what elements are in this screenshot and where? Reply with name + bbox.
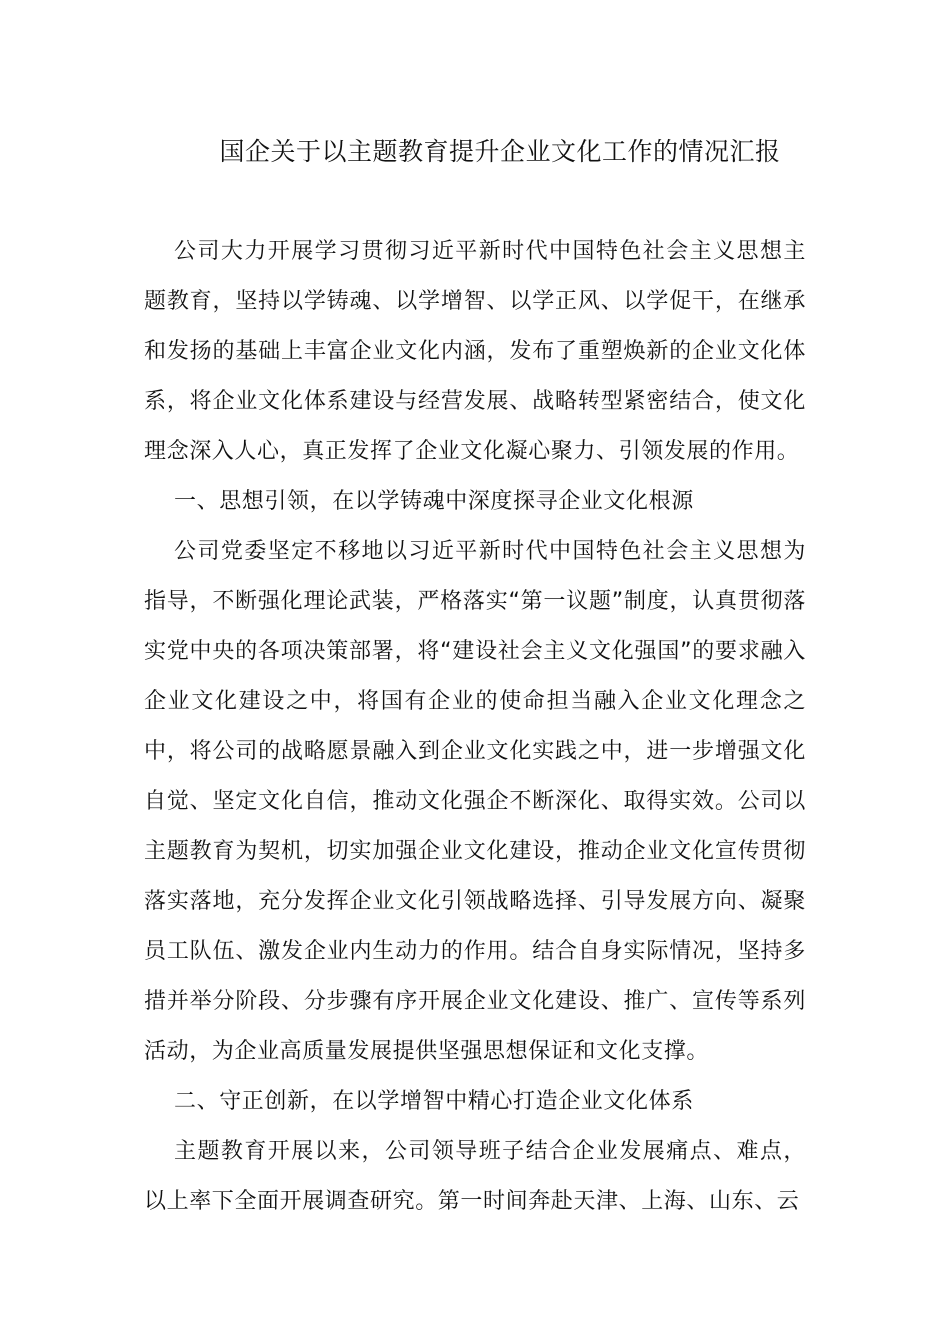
section-heading-1: 一、思想引领，在以学铸魂中深度探寻企业文化根源 [174, 489, 694, 514]
section-2-paragraph: 主题教育开展以来，公司领导班子结合企业发展痛点、难点，以上率下全面开展调查研究。第一时间奔赴天津、上海、山东、云 [144, 1139, 806, 1214]
intro-paragraph: 公司大力开展学习贯彻习近平新时代中国特色社会主义思想主题教育，坚持以学铸魂、以学增智、以学正风、以学促干，在继承和发扬的基础上丰富企业文化内涵，发布了重塑焕新的企业文化体系，将企业文化体系建设与经营发展、战略转型紧密结合，使文化理念深入人心，真正发挥了企业文化凝心聚力、引领发展的作用。 [144, 239, 806, 464]
document-title: 国企关于以主题教育提升企业文化工作的情况汇报 [219, 137, 781, 166]
section-1-paragraph: 公司党委坚定不移地以习近平新时代中国特色社会主义思想为指导，不断强化理论武装，严格落实“第一议题”制度，认真贯彻落实党中央的各项决策部署，将“建设社会主义文化强国”的要求融入企业文化建设之中，将国有企业的使命担当融入企业文化理念之中，将公司的战略愿景融入到企业文化实践之中，进一步增强文化自觉、坚定文化自信，推动文化强企不断深化、取得实效。公司以主题教育为契机，切实加强企业文化建设，推动企业文化宣传贯彻落实落地，充分发挥企业文化引领战略选择、引导发展方向、凝聚员工队伍、激发企业内生动力的作用。结合自身实际情况，坚持多措并举分阶段、分步骤有序开展企业文化建设、推广、宣传等系列活动，为企业高质量发展提供坚强思想保证和文化支撑。 [144, 539, 806, 1064]
document-body [144, 227, 806, 1227]
section-heading-2: 二、守正创新，在以学增智中精心打造企业文化体系 [174, 1089, 694, 1114]
